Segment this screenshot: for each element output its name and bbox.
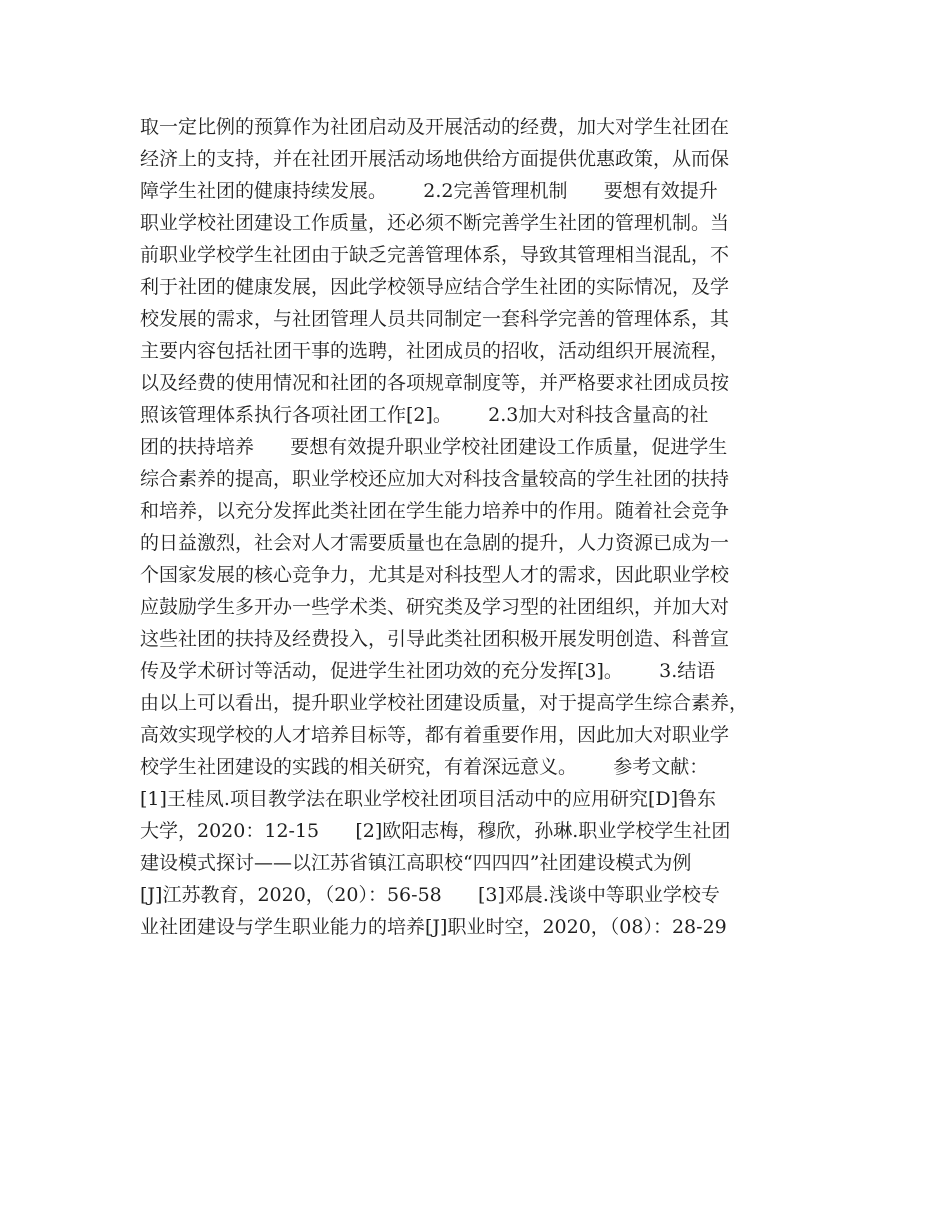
text-line: 主要内容包括社团干事的选聘，社团成员的招收，活动组织开展流程， <box>140 340 730 362</box>
text-line: 个国家发展的核心竞争力，尤其是对科技型人才的需求，因此职业学校 <box>140 564 730 586</box>
text-line: 由以上可以看出，提升职业学校社团建设质量，对于提高学生综合素养， <box>140 692 749 714</box>
text-line: 职业学校社团建设工作质量，还必须不断完善学生社团的管理机制。当 <box>140 212 730 234</box>
text-line: 照该管理体系执行各项社团工作[2]。 2.3加大对科技含量高的社 <box>140 404 709 426</box>
text-line: 业社团建设与学生职业能力的培养[J]职业时空，2020，（08）：28-29 <box>140 916 727 938</box>
text-line: 校学生社团建设的实践的相关研究，有着深远意义。 参考文献： <box>140 756 709 778</box>
text-line: 这些社团的扶持及经费投入，引导此类社团积极开展发明创造、科普宣 <box>140 628 730 650</box>
text-line: 团的扶持培养 要想有效提升职业学校社团建设工作质量，促进学生 <box>140 436 728 458</box>
text-line: 应鼓励学生多开办一些学术类、研究类及学习型的社团组织，并加大对 <box>140 596 730 618</box>
text-line: 取一定比例的预算作为社团启动及开展活动的经费，加大对学生社团在 <box>140 116 730 138</box>
text-line: 大学，2020：12-15 [2]欧阳志梅，穆欣，孙琳.职业学校学生社团 <box>140 820 731 842</box>
body-text <box>140 111 830 943</box>
text-line: 的日益激烈，社会对人才需要质量也在急剧的提升，人力资源已成为一 <box>140 532 730 554</box>
text-line: 障学生社团的健康持续发展。 2.2完善管理机制 要想有效提升 <box>140 180 718 202</box>
text-line: 经济上的支持，并在社团开展活动场地供给方面提供优惠政策，从而保 <box>140 148 730 170</box>
text-line: 传及学术研讨等活动，促进学生社团功效的充分发挥[3]。 3.结语 <box>140 660 716 682</box>
text-line: 高效实现学校的人才培养目标等，都有着重要作用，因此加大对职业学 <box>140 724 730 746</box>
text-line: 利于社团的健康发展，因此学校领导应结合学生社团的实际情况，及学 <box>140 276 730 298</box>
text-line: 综合素养的提高，职业学校还应加大对科技含量较高的学生社团的扶持 <box>140 468 730 490</box>
text-line: 以及经费的使用情况和社团的各项规章制度等，并严格要求社团成员按 <box>140 372 730 394</box>
text-line: 前职业学校学生社团由于缺乏完善管理体系，导致其管理相当混乱，不 <box>140 244 730 266</box>
text-line: 校发展的需求，与社团管理人员共同制定一套科学完善的管理体系，其 <box>140 308 730 330</box>
text-line: 和培养，以充分发挥此类社团在学生能力培养中的作用。随着社会竞争 <box>140 500 730 522</box>
text-line: [J]江苏教育，2020，（20）：56-58 [3]邓晨.浅谈中等职业学校专 <box>140 884 720 906</box>
text-line: 建设模式探讨——以江苏省镇江高职校“四四四”社团建设模式为例 <box>140 852 692 874</box>
text-line: [1]王桂凤.项目教学法在职业学校社团项目活动中的应用研究[D]鲁东 <box>140 788 717 810</box>
